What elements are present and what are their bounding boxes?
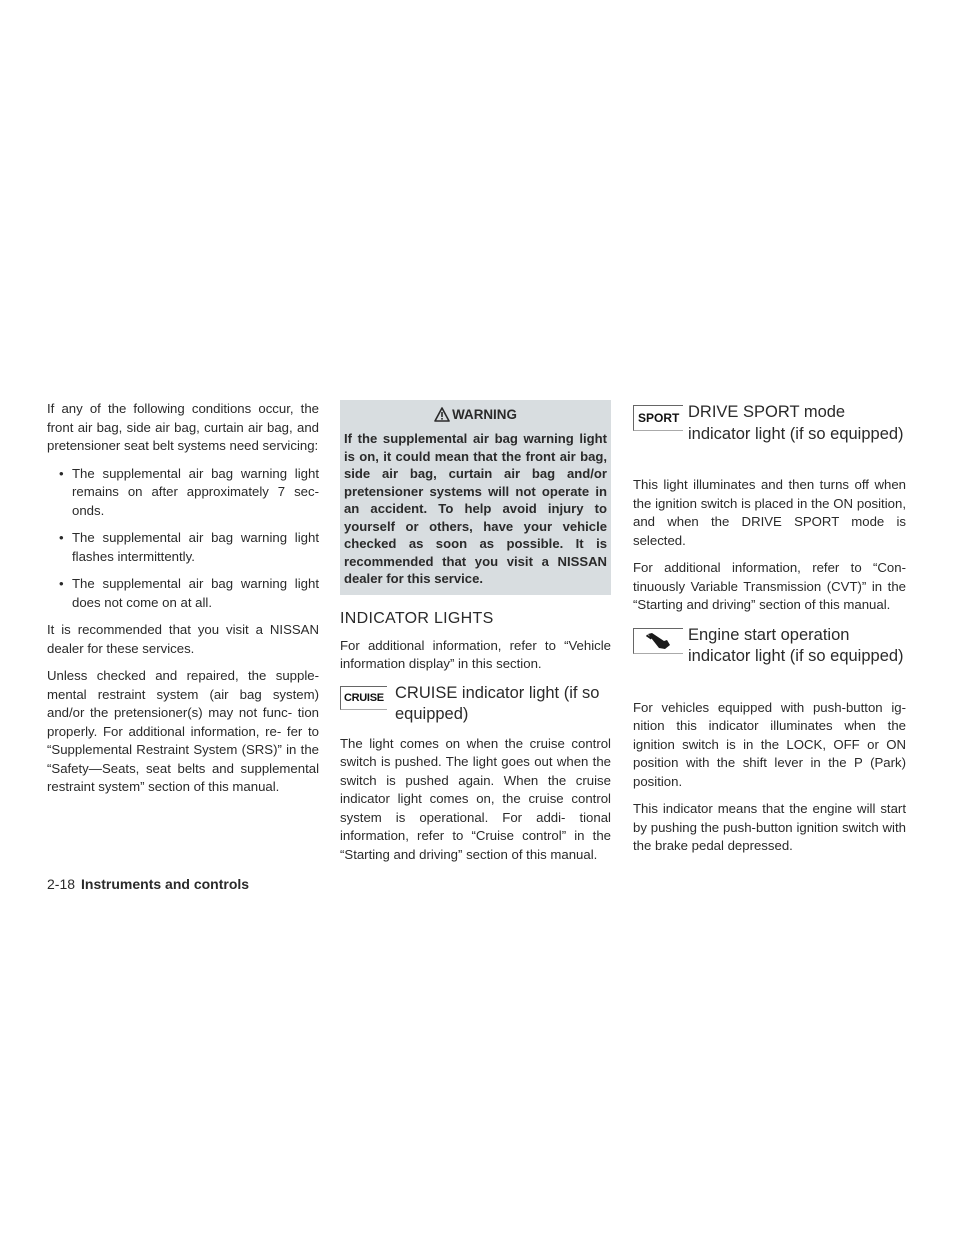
sport-heading <box>633 402 906 470</box>
column-left <box>47 400 319 806</box>
push-button-ignition-icon <box>633 628 683 654</box>
cruise-icon: CRUISE <box>340 686 387 710</box>
sport-body: This light illuminates and then turns off when the ignition switch is placed in the ON position, and when the DRIVE SPORT mode is selected. <box>633 477 906 548</box>
cruise-body: The light comes on when the cruise control switch is pushed. The light goes out when the switch is pushed again. When the cruise indicator light comes on, the cruise control system is operational. For addi- tional information, refer to “Cruise control” in the “Starting and driving” section of this manual. <box>340 735 611 862</box>
engine-start-body: For vehicles equipped with push-button ig- nition this indicator illuminates when the ignition switch is in the LOCK, OFF or ON position with the shift lever in the P (Park) position. <box>633 699 906 789</box>
column-right <box>633 400 906 865</box>
column-middle <box>340 400 611 873</box>
sport-body-2: For additional information, refer to “Con- tinuously Variable Transmission (CVT)” in the “Starting and driving” section of this manual. <box>633 560 906 612</box>
bullet-icon: • <box>59 465 64 481</box>
unless-paragraph: Unless checked and repaired, the supple- mental restraint system (air bag system) and/or the pretensioner(s) may not func- tion properly. For additional information, re- fer to “Supplemental Restraint System (SRS)” in the “Safety—Seats, seat belts and supplemental restraint system” section of this manual. <box>47 668 319 794</box>
list-item: • The supplemental air bag warning light does not come on at all. <box>59 576 319 610</box>
section-intro: For additional information, refer to “Vehicle information display” in this section. <box>340 637 611 671</box>
warning-label: WARNING <box>452 407 517 422</box>
warning-box <box>340 400 611 595</box>
chapter-title: Instruments and controls <box>81 876 250 892</box>
intro-paragraph: If any of the following conditions occur, the front air bag, side air bag, curtain air bag, and pretensioner seat belt systems need servicing: <box>47 401 319 453</box>
sport-title: DRIVE SPORT mode indicator light (if so equipped) <box>688 403 904 443</box>
page-number: 2-18 <box>47 876 76 892</box>
cruise-title: CRUISE indicator light (if so equipped) <box>395 683 600 723</box>
conditions-list <box>47 465 319 613</box>
bullet-icon: • <box>59 576 64 591</box>
engine-start-heading <box>633 625 906 693</box>
warning-heading <box>344 406 607 424</box>
recommendation-paragraph: It is recommended that you visit a NISSAN dealer for these services. <box>47 622 319 656</box>
engine-start-body-2: This indicator means that the engine will start by pushing the push-button ignition switch with the brake pedal depressed. <box>633 801 906 853</box>
engine-start-title: Engine start operation indicator light (if so equipped) <box>688 625 904 665</box>
warning-triangle-icon <box>434 407 450 422</box>
warning-text: If the supplemental air bag warning light is on, it could mean that the front air bag, side air bag, curtain air bag and/or pretensioner systems will not operate in an accident. To help avoid injury to yourself or others, have your vehicle checked as soon as possible. It is recommended that you visit a NISSAN dealer for this service. <box>344 431 607 586</box>
cruise-heading <box>340 683 611 729</box>
bullet-icon: • <box>59 530 64 545</box>
section-heading: INDICATOR LIGHTS <box>340 609 494 627</box>
list-item: • The supplemental air bag warning light flashes intermittently. <box>59 530 319 564</box>
list-item: • The supplemental air bag warning light remains on after approximately 7 sec- onds. <box>59 465 319 518</box>
page-footer <box>47 876 249 892</box>
sport-icon: SPORT <box>633 405 683 431</box>
